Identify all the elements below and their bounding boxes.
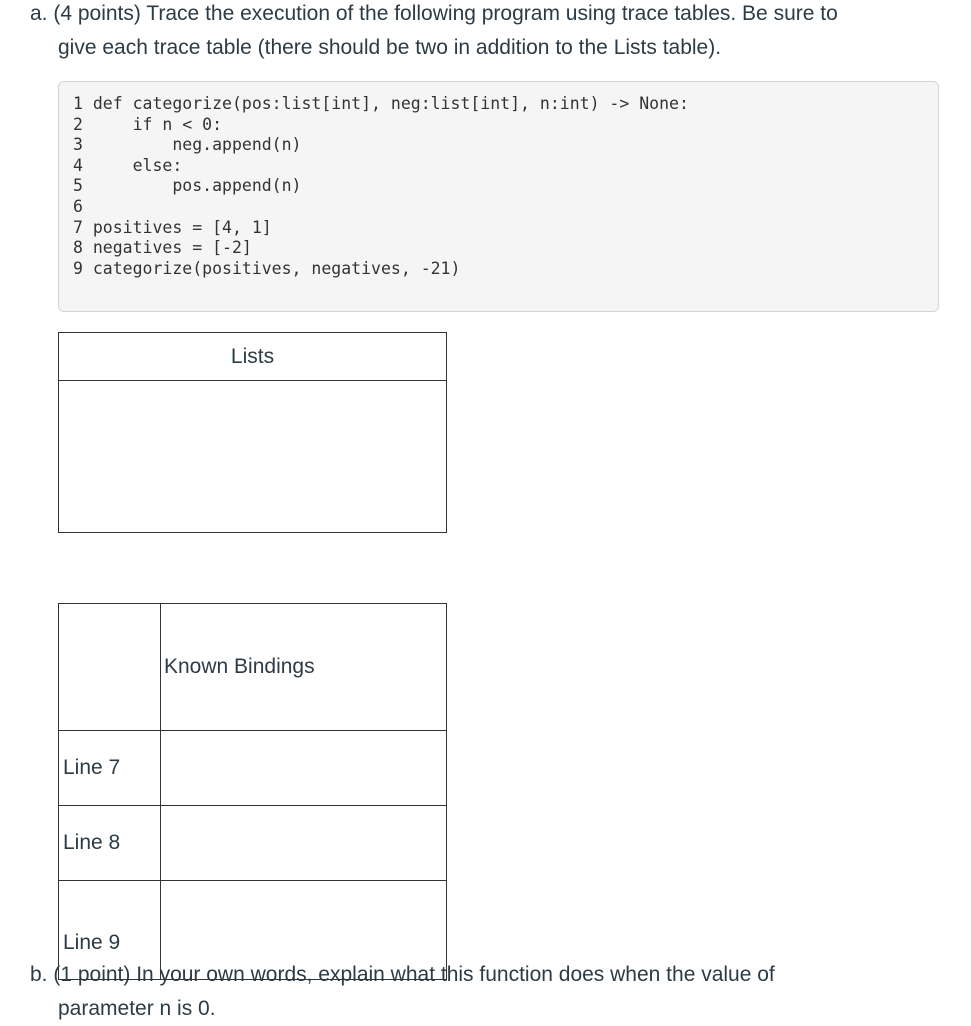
code-line: 3 neg.append(n) (73, 135, 302, 155)
bindings-table-header: Known Bindings (161, 604, 447, 731)
line-8-label: Line 8 (59, 806, 161, 881)
code-line: 2 if n < 0: (73, 114, 223, 134)
question-b-line2: parameter n is 0. (58, 997, 216, 1020)
lists-table-header: Lists (59, 333, 447, 381)
question-a-line2: give each trace table (there should be two in addition to the Lists table). (58, 36, 722, 59)
line-9-label: Line 9 (59, 881, 161, 980)
question-a-line1: a. (4 points) Trace the execution of the following program using trace tables. Be sure to (30, 2, 838, 25)
code-line: 9 categorize(positives, negatives, -21) (73, 258, 461, 278)
question-b-line1: b. (1 point) In your own words, explain what this function does when the value of (30, 963, 775, 986)
code-line: 4 else: (73, 155, 183, 175)
question-b (30, 958, 930, 1026)
code-line: 6 (73, 196, 83, 216)
code-line: 7 positives = [4, 1] (73, 217, 272, 237)
line-8-bindings-cell[interactable] (161, 806, 447, 881)
code-listing (73, 94, 689, 279)
bindings-header-blank-cell (59, 604, 161, 731)
code-block (58, 81, 939, 312)
question-a (30, 0, 930, 65)
lists-table (58, 332, 447, 533)
known-bindings-table (58, 603, 447, 980)
code-line: 5 pos.append(n) (73, 176, 302, 196)
line-7-bindings-cell[interactable] (161, 731, 447, 806)
code-line: 1 def categorize(pos:list[int], neg:list[int], n:int) -> None: (73, 94, 689, 113)
code-line: 8 negatives = [-2] (73, 238, 252, 258)
lists-table-body-cell[interactable] (59, 381, 447, 533)
line-7-label: Line 7 (59, 731, 161, 806)
